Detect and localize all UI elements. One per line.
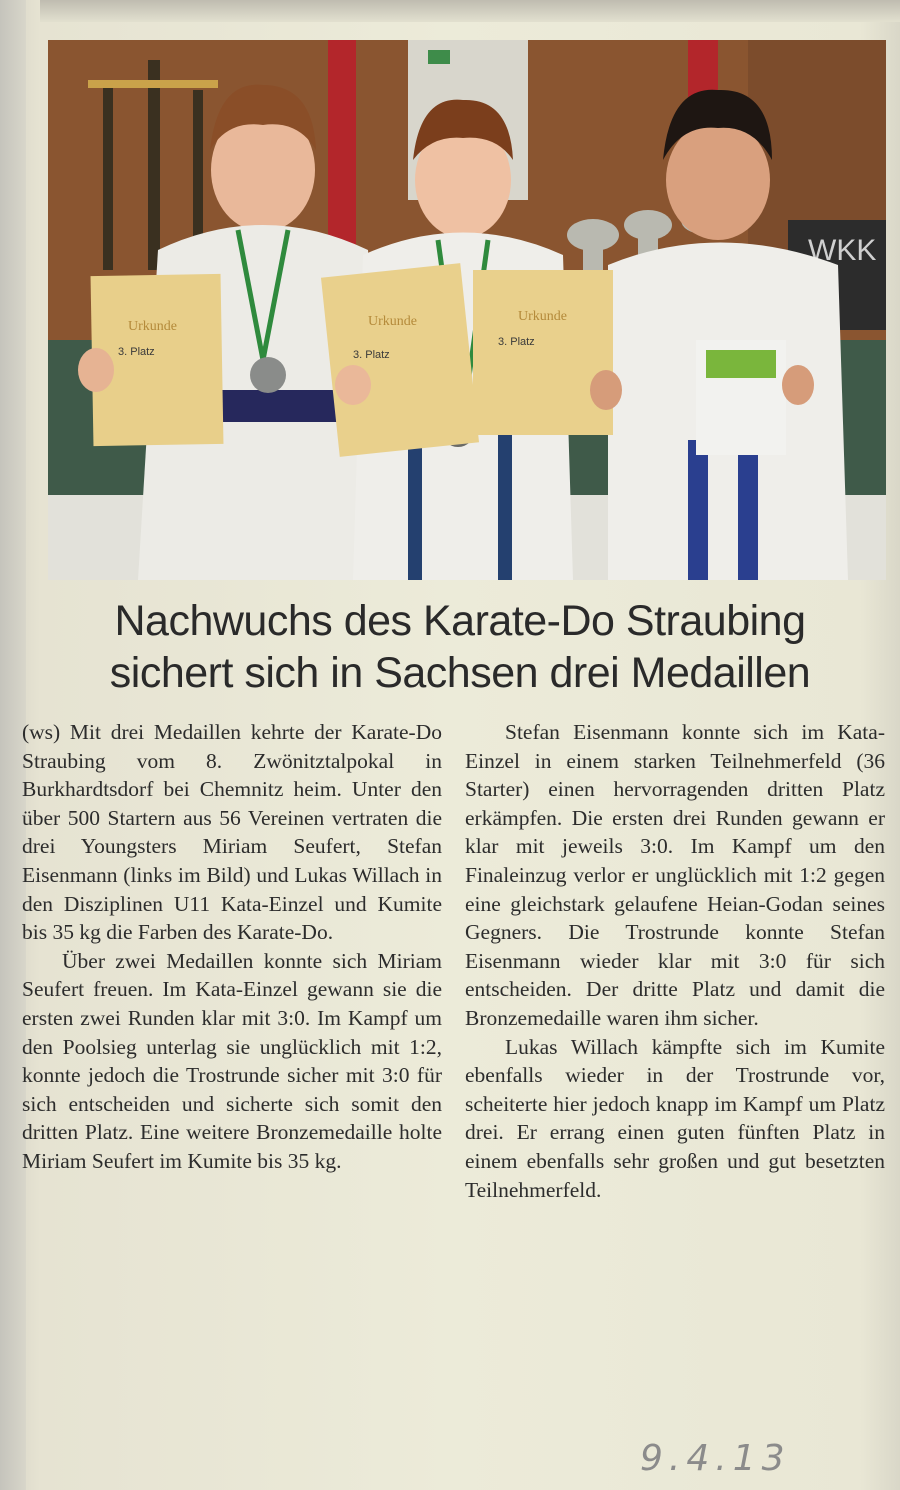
- svg-text:Urkunde: Urkunde: [518, 309, 567, 324]
- svg-text:3. Platz: 3. Platz: [353, 349, 390, 361]
- certificate-right: [473, 270, 613, 435]
- svg-text:3. Platz: 3. Platz: [118, 346, 155, 358]
- torn-top-strip: [40, 0, 900, 22]
- headline-line-1: Nachwuchs des Karate-Do Straubing: [114, 597, 806, 645]
- paragraph: Über zwei Medaillen konnte sich Miriam Seufert freuen. Im Kata-Einzel gewann sie die ersten zwei Runden klar mit 3:0. Im Kampf um den Poolsieg unterlag sie unglücklich mit 1:2, konnte jedoch die Trostrunde sicher mit 3:0 für sich entscheiden und sicherte sich somit den dritten Platz. Eine weitere Bronzemedaille holte Miriam Seufert im Kumite bis 35 kg.: [22, 948, 442, 1173]
- article-column-right: [465, 718, 885, 1204]
- headline-line-2: sichert sich in Sachsen drei Medaillen: [109, 649, 811, 697]
- handwritten-date: 9.4.13: [640, 1438, 791, 1479]
- paragraph: Stefan Eisenmann konnte sich im Kata-Einzel in einem starken Teilnehmerfeld (36 Starter) einen hervorragenden dritten Platz erkämpfen. Die ersten drei Runden gewann er klar mit jeweils 3:0. Im Kampf um den Finaleinzug verlor er unglücklich mit 1:2 gegen eine gleichstark gelaufene Heian-Godan seines Gegners. Die Trostrunde konnte Stefan Eisenmann wieder klar mit 3:0 für sich entscheiden. Der dritte Platz und damit die Bronzemedaille waren ihm sicher.: [465, 720, 885, 1030]
- certificate-middle: [321, 263, 479, 457]
- article-photo: [48, 40, 886, 580]
- svg-text:Urkunde: Urkunde: [128, 319, 177, 334]
- svg-text:3. Platz: 3. Platz: [498, 336, 535, 348]
- sign-text: WKK: [808, 234, 877, 267]
- svg-text:Urkunde: Urkunde: [368, 314, 417, 329]
- article-column-left: [22, 718, 442, 1176]
- photo-illustration: [48, 40, 886, 580]
- article-headline: [30, 595, 890, 699]
- paragraph: (ws) Mit drei Medaillen kehrte der Karate-Do Straubing vom 8. Zwönitztalpokal in Burkhardtsdorf bei Chemnitz heim. Unter den über 500 Startern aus 56 Vereinen vertraten die drei Youngsters Miriam Seufert, Stefan Eisenmann (links im Bild) und Lukas Willach in den Disziplinen U11 Kata-Einzel und Kumite bis 35 kg die Farben des Karate-Do.: [22, 720, 442, 945]
- paragraph: Lukas Willach kämpfte sich im Kumite ebenfalls wieder in der Trostrunde vor, scheiterte hier jedoch knapp im Kampf um Platz drei. Er errang einen guten fünften Platz in einem ebenfalls sehr großen und gut besetzten Teilnehmerfeld.: [465, 1034, 885, 1202]
